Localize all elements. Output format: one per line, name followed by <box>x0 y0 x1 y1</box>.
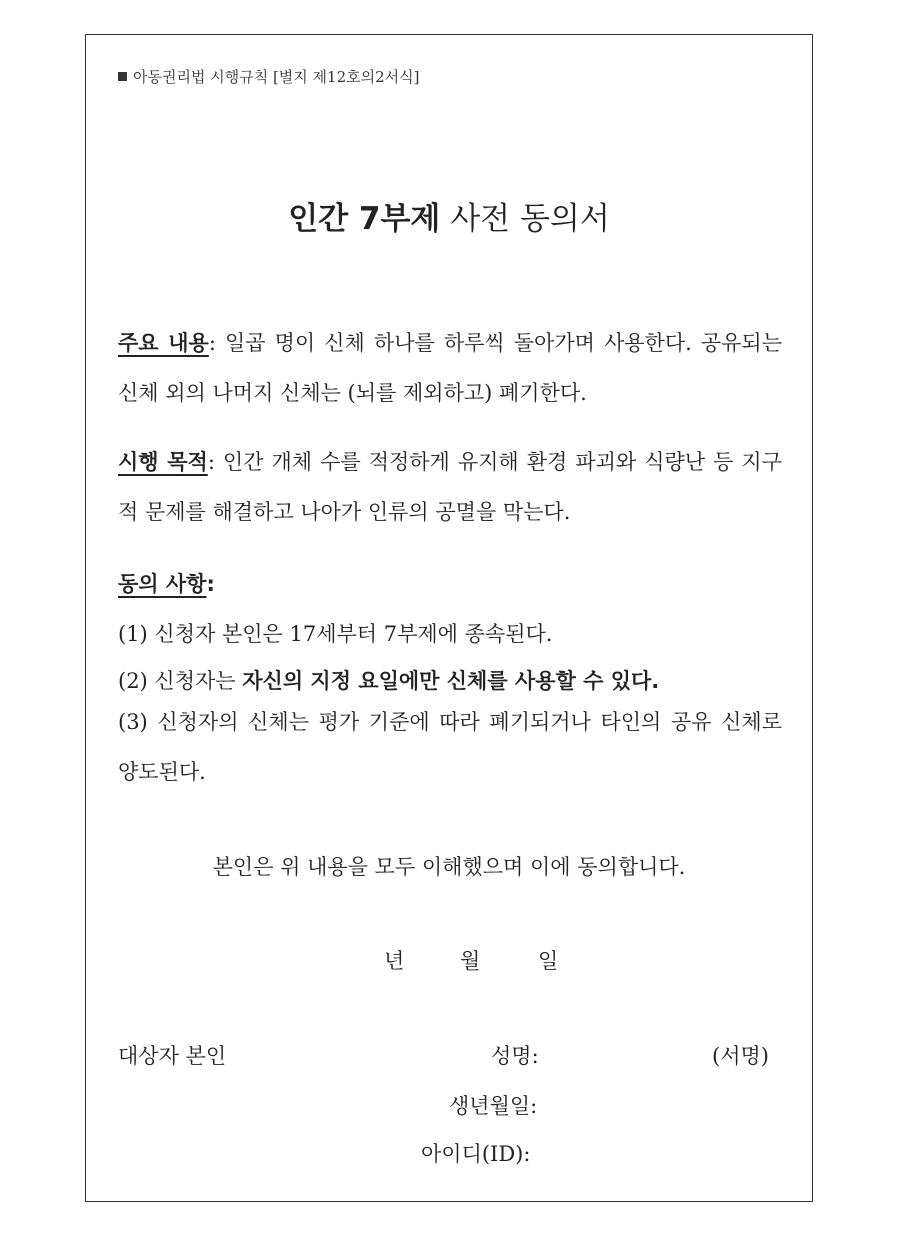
date-year-label: 년 <box>384 949 405 973</box>
square-bullet-icon <box>118 72 127 81</box>
main-content-text: : 일곱 명이 신체 하나를 하루씩 돌아가며 사용한다. 공유되는 신체 외의 나머지 신체는 (뇌를 제외하고) 폐기한다. <box>118 331 782 405</box>
agreement-label: 동의 사항 <box>118 572 207 596</box>
agreement-item-3: (3) 신청자의 신체는 평가 기준에 따라 폐기되거나 타인의 공유 신체로 양도된다. <box>118 710 782 784</box>
title-regular: 사전 동의서 <box>440 201 610 237</box>
consent-statement: 본인은 위 내용을 모두 이해했으며 이에 동의합니다. <box>212 855 686 879</box>
title-bold: 인간 7부제 <box>288 201 441 237</box>
purpose-label: 시행 목적 <box>118 450 208 474</box>
agreement-heading <box>118 568 782 598</box>
agreement-colon: : <box>206 572 215 596</box>
birth-label: 생년월일: <box>449 1094 538 1118</box>
main-content-section <box>118 318 782 418</box>
page-title <box>85 193 813 238</box>
purpose-section <box>118 437 782 537</box>
agreement-item-2-bold: 자신의 지정 요일에만 신체를 사용할 수 있다. <box>242 669 660 693</box>
name-label: 성명: <box>491 1044 539 1068</box>
main-content-label: 주요 내용 <box>118 331 209 355</box>
form-reference-text: 아동권리법 시행규칙 [별지 제12호의2서식] <box>133 68 420 86</box>
purpose-text: : 인간 개체 수를 적정하게 유지해 환경 파괴와 식량난 등 지구적 문제를 해결하고 나아가 인류의 공멸을 막는다. <box>118 450 782 524</box>
id-label: 아이디(ID): <box>421 1142 531 1166</box>
sign-label: (서명) <box>712 1044 769 1068</box>
agreement-item-2 <box>118 665 782 695</box>
agreement-item-1: (1) 신청자 본인은 17세부터 7부제에 종속된다. <box>118 622 553 646</box>
subject-label: 대상자 본인 <box>118 1044 227 1068</box>
agreement-item-2-text: (2) 신청자는 <box>118 669 243 693</box>
form-reference <box>118 66 419 87</box>
date-day-label: 일 <box>538 949 559 973</box>
date-month-label: 월 <box>460 949 481 973</box>
